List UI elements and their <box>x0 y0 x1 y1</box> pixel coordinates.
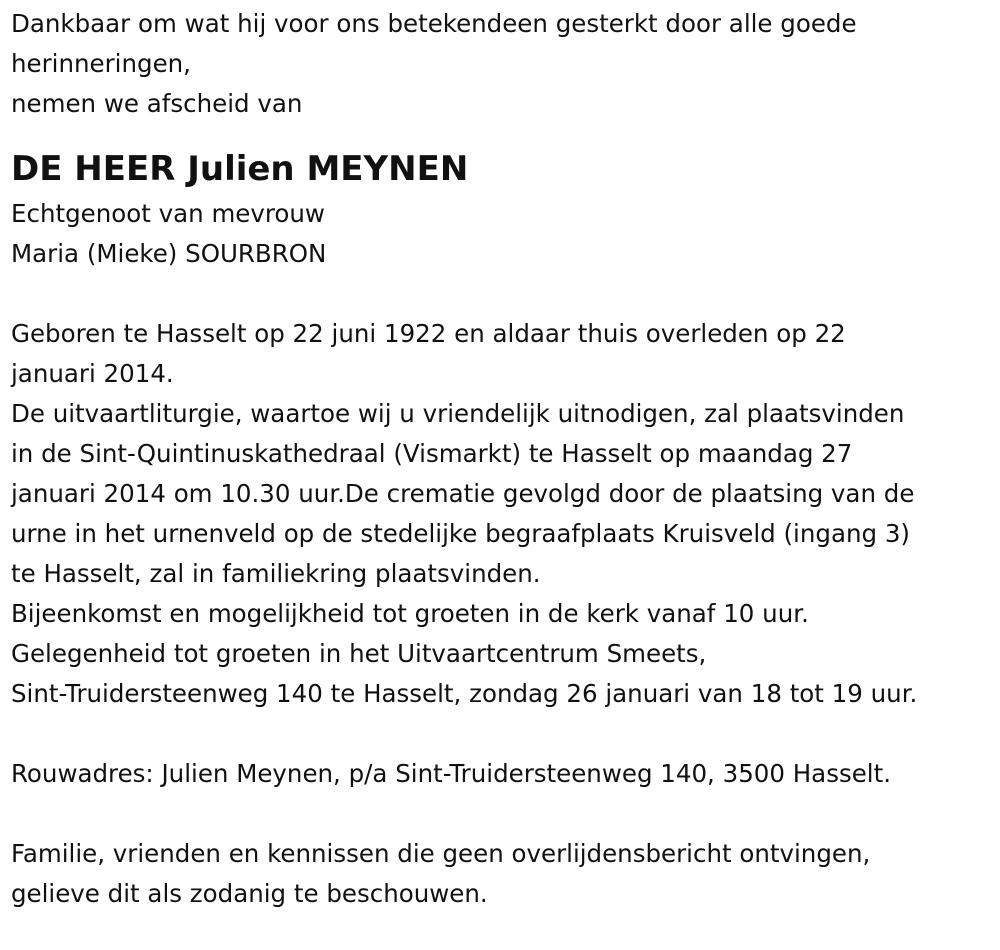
deceased-name: DE HEER Julien MEYNEN <box>11 149 469 189</box>
details-line: Sint-Truidersteenweg 140 te Hasselt, zondag 26 januari van 18 tot 19 uur. <box>11 679 918 708</box>
details-line: in de Sint-Quintinuskathedraal (Vismarkt) te Hasselt op maandag 27 <box>11 439 853 468</box>
details-line: januari 2014 om 10.30 uur.De crematie gevolgd door de plaatsing van de <box>11 479 915 508</box>
spacer <box>11 274 996 314</box>
spouse-line: Echtgenoot van mevrouw <box>11 199 325 228</box>
intro-paragraph <box>11 4 996 124</box>
spacer <box>11 124 996 146</box>
spouse-line: Maria (Mieke) SOURBRON <box>11 239 327 268</box>
spacer <box>11 794 996 834</box>
intro-line: herinneringen, <box>11 49 191 78</box>
address-paragraph <box>11 754 996 794</box>
details-line: De uitvaartliturgie, waartoe wij u vriendelijk uitnodigen, zal plaatsvinden <box>11 399 905 428</box>
details-line: Gelegenheid tot groeten in het Uitvaartcentrum Smeets, <box>11 639 707 668</box>
closing-paragraph <box>11 834 996 914</box>
obituary-notice <box>11 4 996 914</box>
details-line: urne in het urnenveld op de stedelijke begraafplaats Kruisveld (ingang 3) <box>11 519 910 548</box>
mourning-address: Rouwadres: Julien Meynen, p/a Sint-Truidersteenweg 140, 3500 Hasselt. <box>11 759 892 788</box>
details-line: Geboren te Hasselt op 22 juni 1922 en aldaar thuis overleden op 22 <box>11 319 846 348</box>
intro-line: nemen we afscheid van <box>11 89 303 118</box>
details-line: te Hasselt, zal in familiekring plaatsvinden. <box>11 559 541 588</box>
details-line: januari 2014. <box>11 359 174 388</box>
spacer <box>11 714 996 754</box>
details-paragraph <box>11 314 996 714</box>
closing-line: Familie, vrienden en kennissen die geen overlijdensbericht ontvingen, <box>11 839 871 868</box>
closing-line: gelieve dit als zodanig te beschouwen. <box>11 879 488 908</box>
deceased-block <box>11 146 996 274</box>
details-line: Bijeenkomst en mogelijkheid tot groeten in de kerk vanaf 10 uur. <box>11 599 809 628</box>
intro-line: Dankbaar om wat hij voor ons betekendeen gesterkt door alle goede <box>11 9 857 38</box>
